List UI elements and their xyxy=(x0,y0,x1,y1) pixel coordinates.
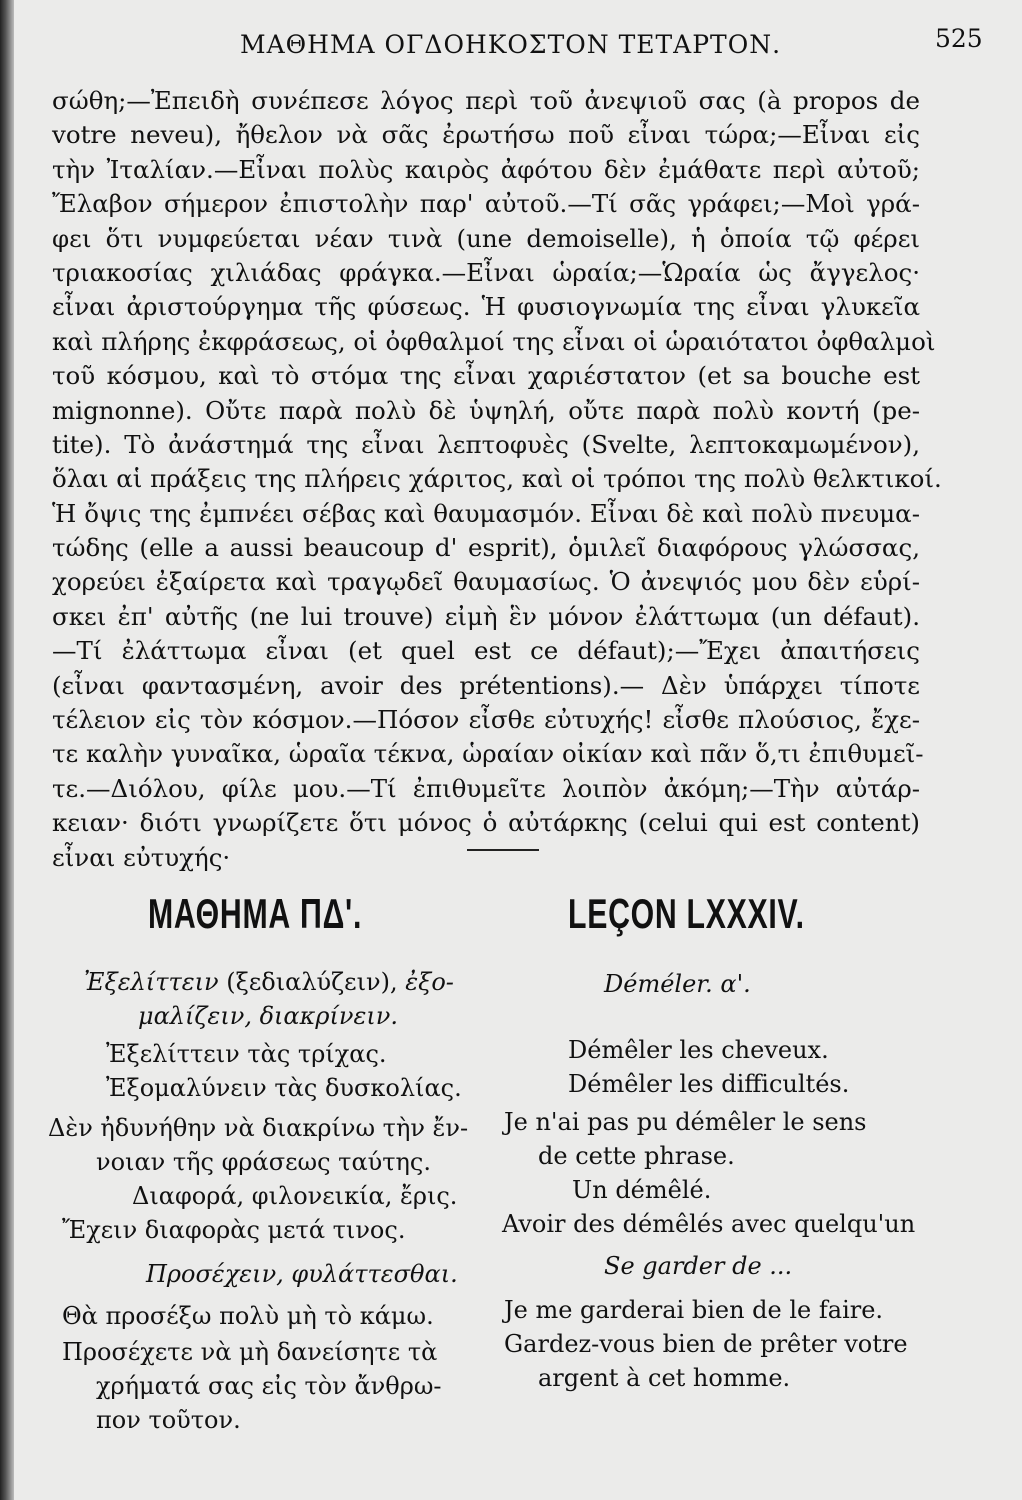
french-example: Je me garderai bien de le faire. xyxy=(504,1296,884,1324)
body-line: τοῦ κόσμου, καὶ τὸ στόμα της εἶναι χαριέστατον (et sa bouche est xyxy=(52,361,920,391)
lesson-title-greek: ΜΑΘΗΜΑ ΠΔ'. xyxy=(148,890,363,937)
body-line: τριακοσίας χιλιάδας φράγκα.—Εἶναι ὡραία;—Ὡραία ὡς ἄγγελος· xyxy=(52,257,920,287)
body-line: σκει ἐπ' αὐτῆς (ne lui trouve) εἰμὴ ἓν μόνον ἐλάττωμα (un défaut). xyxy=(52,601,920,631)
body-line: ὅλαι αἱ πράξεις της πλήρεις χάριτος, καὶ οἱ τρόποι της πολὺ θελκτικοί. xyxy=(52,464,942,494)
greek-example: Ἔχειν διαφορὰς μετά τινος. xyxy=(62,1216,406,1244)
french-example: Démêler les difficultés. xyxy=(568,1070,850,1098)
body-text xyxy=(52,84,942,875)
greek-example: Ἐξομαλύνειν τὰς δυσκολίας. xyxy=(106,1074,462,1102)
body-line: τὴν Ἰταλίαν.—Εἶναι πολὺς καιρὸς ἀφότου δὲν ἐμάθατε περὶ αὐτοῦ; xyxy=(52,154,920,184)
body-line: καὶ πλήρης ἐκφράσεως, οἱ ὀφθαλμοί της εἶναι οἱ ὡραιότατοι ὀφθαλμοὶ xyxy=(52,326,936,356)
body-line: τε καλὴν γυναῖκα, ὡραῖα τέκνα, ὡραίαν οἰκίαν καὶ πᾶν ὅ,τι ἐπιθυμεῖ- xyxy=(52,739,924,769)
greek-example: Ἐξελίττειν τὰς τρίχας. xyxy=(106,1040,387,1068)
french-example: Avoir des démêlés avec quelqu'un xyxy=(502,1210,916,1238)
body-line: χορεύει ἐξαίρετα καὶ τραγῳδεῖ θαυμασίως. Ὁ ἀνεψιός μου δὲν εὑρί- xyxy=(52,567,920,597)
greek-example: χρήματά σας εἰς τὸν ἄνθρω- xyxy=(96,1372,442,1400)
greek-example: Διαφορά, φιλονεικία, ἔρις. xyxy=(132,1182,458,1210)
french-example: Je n'ai pas pu démêler le sens xyxy=(504,1108,867,1136)
french-verb-heading-1: Déméler. α'. xyxy=(604,970,751,998)
french-example: argent à cet homme. xyxy=(538,1364,791,1392)
french-verb-heading-2: Se garder de ... xyxy=(604,1252,793,1280)
body-line: (εἶναι φαντασμένη, avoir des prétentions).— Δὲν ὑπάρχει τίποτε xyxy=(52,670,920,700)
body-line: τώδης (elle a aussi beaucoup d' esprit), ὁμιλεῖ διαφόρους γλώσσας, xyxy=(52,533,920,563)
greek-example: νοιαν τῆς φράσεως ταύτης. xyxy=(96,1148,431,1176)
greek-verb-rest: ἐξο- xyxy=(405,968,454,996)
greek-example: Δὲν ἠδυνήθην νὰ διακρίνω τὴν ἔν- xyxy=(48,1114,469,1142)
greek-verb: Ἐξελίττειν xyxy=(84,968,219,996)
page-number: 525 xyxy=(935,24,983,53)
greek-verb-heading-1-line2: μαλίζειν, διακρίνειν. xyxy=(138,1002,398,1030)
body-line: votre neveu), ἤθελον νὰ σᾶς ἐρωτήσω ποῦ εἶναι τώρα;—Εἶναι εἰς xyxy=(52,120,920,150)
greek-verb-paren: (ξεδιαλύζειν), xyxy=(226,968,398,996)
french-example: Un démêlé. xyxy=(572,1176,712,1204)
greek-verb-heading-1 xyxy=(84,968,454,996)
body-line: τε.—Διόλου, φίλε μου.—Τί ἐπιθυμεῖτε λοιπὸν ἀκόμη;—Τὴν αὐτάρ- xyxy=(52,773,920,803)
body-line: φει ὅτι νυμφεύεται νέαν τινὰ (une demoiselle), ἡ ὁποία τῷ φέρει xyxy=(52,223,920,253)
section-divider xyxy=(467,849,539,851)
greek-example: Θὰ προσέξω πολὺ μὴ τὸ κάμω. xyxy=(62,1302,434,1330)
french-example: Démêler les cheveux. xyxy=(568,1036,829,1064)
body-line: —Τί ἐλάττωμα εἶναι (et quel est ce défaut);—Ἔχει ἀπαιτήσεις xyxy=(52,636,920,666)
page-header xyxy=(0,22,1022,62)
body-line: εἶναι εὐτυχής· xyxy=(52,842,231,872)
body-line: Ἔλαβον σήμερον ἐπιστολὴν παρ' αὐτοῦ.—Τί σᾶς γράφει;—Μοὶ γρά- xyxy=(52,189,920,219)
french-example: Gardez-vous bien de prêter votre xyxy=(504,1330,908,1358)
french-example: de cette phrase. xyxy=(538,1142,735,1170)
greek-example: πον τοῦτον. xyxy=(96,1406,241,1434)
greek-verb-heading-2: Προσέχειν, φυλάττεσθαι. xyxy=(146,1260,458,1288)
lesson-title-french: LEÇON LXXXIV. xyxy=(568,890,805,937)
body-line: mignonne). Οὔτε παρὰ πολὺ δὲ ὑψηλή, οὔτε παρὰ πολὺ κοντή (pe- xyxy=(52,395,920,425)
greek-example: Προσέχετε νὰ μὴ δανείσητε τὰ xyxy=(62,1338,438,1366)
body-line: σώθη;—Ἐπειδὴ συνέπεσε λόγος περὶ τοῦ ἀνεψιοῦ σας (à propos de xyxy=(52,86,920,115)
body-line: τέλειον εἰς τὸν κόσμον.—Πόσον εἶσθε εὐτυχής! εἶσθε πλούσιος, ἔχε- xyxy=(52,705,920,735)
body-line: tite). Τὸ ἀνάστημά της εἶναι λεπτοφυὲς (Svelte, λεπτοκαμωμένον), xyxy=(52,429,920,459)
body-line: Ἡ ὄψις της ἐμπνέει σέβας καὶ θαυμασμόν. Εἶναι δὲ καὶ πολὺ πνευμα- xyxy=(52,498,920,528)
book-gutter-shadow xyxy=(0,0,14,1500)
body-line: κειαν· διότι γνωρίζετε ὅτι μόνος ὁ αὐτάρκης (celui qui est content) xyxy=(52,808,920,838)
running-title: ΜΑΘΗΜΑ ΟΓΔΟΗΚΟΣΤΟΝ ΤΕΤΑΡΤΟΝ. xyxy=(240,30,782,59)
body-line: εἶναι ἀριστούργημα τῆς φύσεως. Ἡ φυσιογνωμία της εἶναι γλυκεῖα xyxy=(52,292,920,322)
